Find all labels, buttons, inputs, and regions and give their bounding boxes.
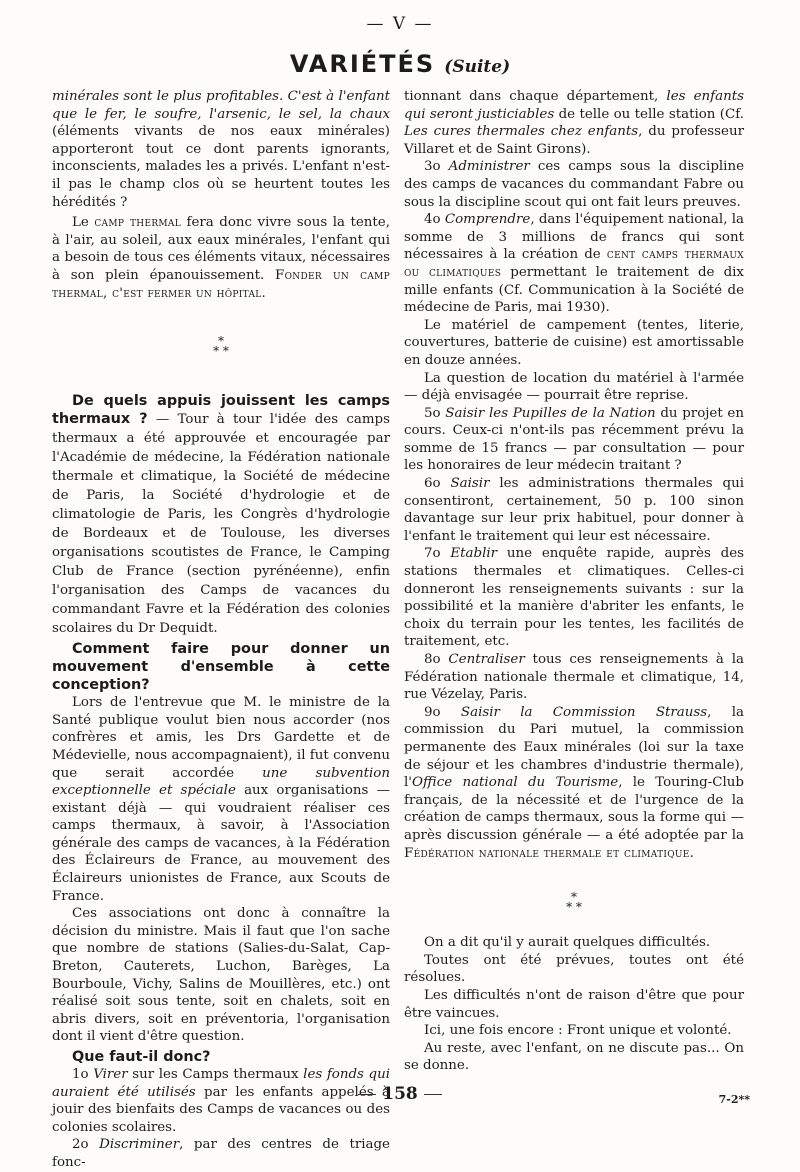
italic-run: minérales sont le plus profitables. C'est à l'enfant que le fer, le soufre, l'arsenic, le sel, la chaux [52,89,390,122]
print-mark: 7-2** [718,1093,750,1106]
text-run: — Tour à tour l'idée des camps thermaux a été approuvée et encouragée par l'Académie de médecine, la Fédération nationale thermale et climatique, la Société de médecine de Paris, la Société d'hydrologie et de climatologie de Paris, les Congrès d'hydrologie de Bordeaux et de Toulouse, les diverses organisations scoutistes de France, le Camping Club de France (section pyrénéenne), enfin l'organisation des Camps de vacances du commandant Favre et la Fédération des colonies scolaires du Dr Dequidt. [52,412,390,637]
italic-run: une subvention exceptionnelle et spéciale [52,765,390,799]
conclusion-line: Les difficultés n'ont de raison d'être que pour être vaincues. [404,987,744,1021]
left-column [52,88,390,1172]
text-run: fera donc vivre sous la tente, à l'air, au soleil, aux eaux minérales, l'enfant qui a besoin de tous ces éléments vitaux, nécessaires à son plein épanouissement. [52,215,390,283]
list-item: 4o Comprendre, dans l'équipement national, la somme de 3 millions de francs qui sont nécessaires à la création de cent camps thermaux ou climatiques permettant le traitement de dix mille enfants (Cf. Communication à la Société de médecine de Paris, mai 1930). [404,212,744,316]
question-heading: Que faut-il donc? [72,1049,211,1065]
conclusion-line: Au reste, avec l'enfant, on ne discute pas... On se donne. [404,1040,744,1074]
list-item: 6o Saisir les administrations thermales qui consentiront, certainement, 50 p. 100 sinon davantage sur leur prix habituel, pour donner à l'enfant le traitement qui leur est nécessaire. [404,476,744,544]
list-item: 2o Discriminer, par des centres de triage fonc- [52,1137,390,1170]
list-item: 5o Saisir les Pupilles de la Nation du projet en cours. Ceux-ci n'ont-ils pas récemment prévu la somme de 15 francs — par consultation — pour les honoraires de leur médecin traitant ? [404,405,744,474]
smallcaps-run: Fonder un camp thermal, c'est fermer un hôpital. [52,267,390,301]
list-item: 9o Saisir la Commission Strauss, la commission du Pari mutuel, la commission permanente des Eaux minérales (loi sur la taxe de séjour et les chambres d'industrie thermale), l'Office national du Tourisme, le Touring-Club français, de la nécessité et de l'urgence de la création de camps thermaux, sous la forme qui — après discussion générale — a été adoptée par la Fédération nationale thermale et climatique. [404,704,744,861]
page-number-roman: — V — [366,14,434,34]
question-heading: Comment faire pour donner un mouvement d'ensemble à cette conception? [52,641,390,694]
list-item: 7o Etablir une enquête rapide, auprès des stations thermales et climatiques. Celles-ci donneront les renseignements suivants : sur la possibilité et la manière d'abriter les enfants, le choix du terrain pour les tentes, les facilités de traitement, etc. [404,546,744,650]
paragraph [52,88,390,211]
paragraph: Lors de l'entrevue que M. le ministre de la Santé publique voulut bien nous accorder (nos confrères et amis, les Drs Gardette et de Médevielle, nous accompagnaient), il fut convenu que serait accordée une subvention exceptionnelle et spéciale aux organisations — existant déjà — qui voudraient réaliser ces camps thermaux, à savoir, à l'Association générale des camps de vacances, à la Fédération des Éclaireurs de France, au mouvement des Éclaireurs unionistes de France, aux Scouts de France. [52,695,390,904]
conclusion-line: Toutes ont été prévues, toutes ont été résolues. [404,952,744,986]
section-title [0,50,800,78]
paragraph: La question de location du matériel à l'armée — déjà envisagée — pourrait être reprise. [404,370,744,404]
conclusion-line: Ici, une fois encore : Front unique et volonté. [424,1023,732,1039]
paragraph: tionnant dans chaque département, les enfants qui seront justiciables de telle ou telle station (Cf. Les cures thermales chez enfants, du professeur Villaret et de Saint Girons). [404,89,745,157]
question-heading: De quels appuis jouissent les camps thermaux ? — Tour à tour l'idée des camps thermaux a été approuvée et encouragée par l'Académie de médecine, la Fédération nationale thermale et climatique, la Société de médecine de Paris, la Société d'hydrologie et de climatologie de Paris, les Congrès d'hydrologie de Bordeaux et de Toulouse, les diverses organisations scoutistes de France, le Camping Club de France (section pyrénéenne), enfin l'organisation des Camps de vacances du commandant Favre et la Fédération des colonies scolaires du Dr Dequidt. [52,393,390,637]
text-run: (éléments vivants de nos eaux minérales) apporteront tout ce dont parents ignorants, inconscients, malades les a privés. L'enfant n'est-il pas le champ clos où se heurtent toutes les hérédités ? [52,124,390,210]
paragraph: Le matériel de campement (tentes, literie, couvertures, batterie de cuisine) est amortissable en douze années. [404,317,744,368]
list-item: 3o Administrer ces camps sous la discipline des camps de vacances du commandant Fabre ou sous la discipline scout qui ont fait leurs preuves. [404,159,745,210]
title-suffix: (Suite) [444,57,511,77]
list-item: 1o Virer sur les Camps thermaux les fonds qui auraient été utilisés par les enfants appelés à jouir des bienfaits des Camps de vacances ou des colonies scolaires. [52,1067,390,1135]
right-column [404,88,744,1075]
folio-number: 158 [0,1084,800,1104]
paragraph [52,214,390,302]
text-run: Le [72,215,95,231]
separator-stars: * * * [213,334,229,359]
paragraph: Ces associations ont donc à connaître la décision du ministre. Mais il faut que l'on sache que nombre de stations (Salies-du-Salat, Cap-Breton, Cauterets, Luchon, Barèges, La Bourboule, Vichy, Salins de Mouillères, etc.) ont réalisé soit sous tente, soit en chalets, soit en abris divers, soit en préventoria, l'organisation dont il vient d'être question. [52,906,390,1045]
list-item: 8o Centraliser tous ces renseignements à la Fédération nationale thermale et climatique, 14, rue Vézelay, Paris. [404,652,744,703]
smallcaps-run: camp thermal [94,215,181,231]
conclusion-line: On a dit qu'il y aurait quelques difficultés. [424,935,711,951]
separator-stars: * * * [566,890,582,915]
title-main: VARIÉTÉS [289,50,436,78]
